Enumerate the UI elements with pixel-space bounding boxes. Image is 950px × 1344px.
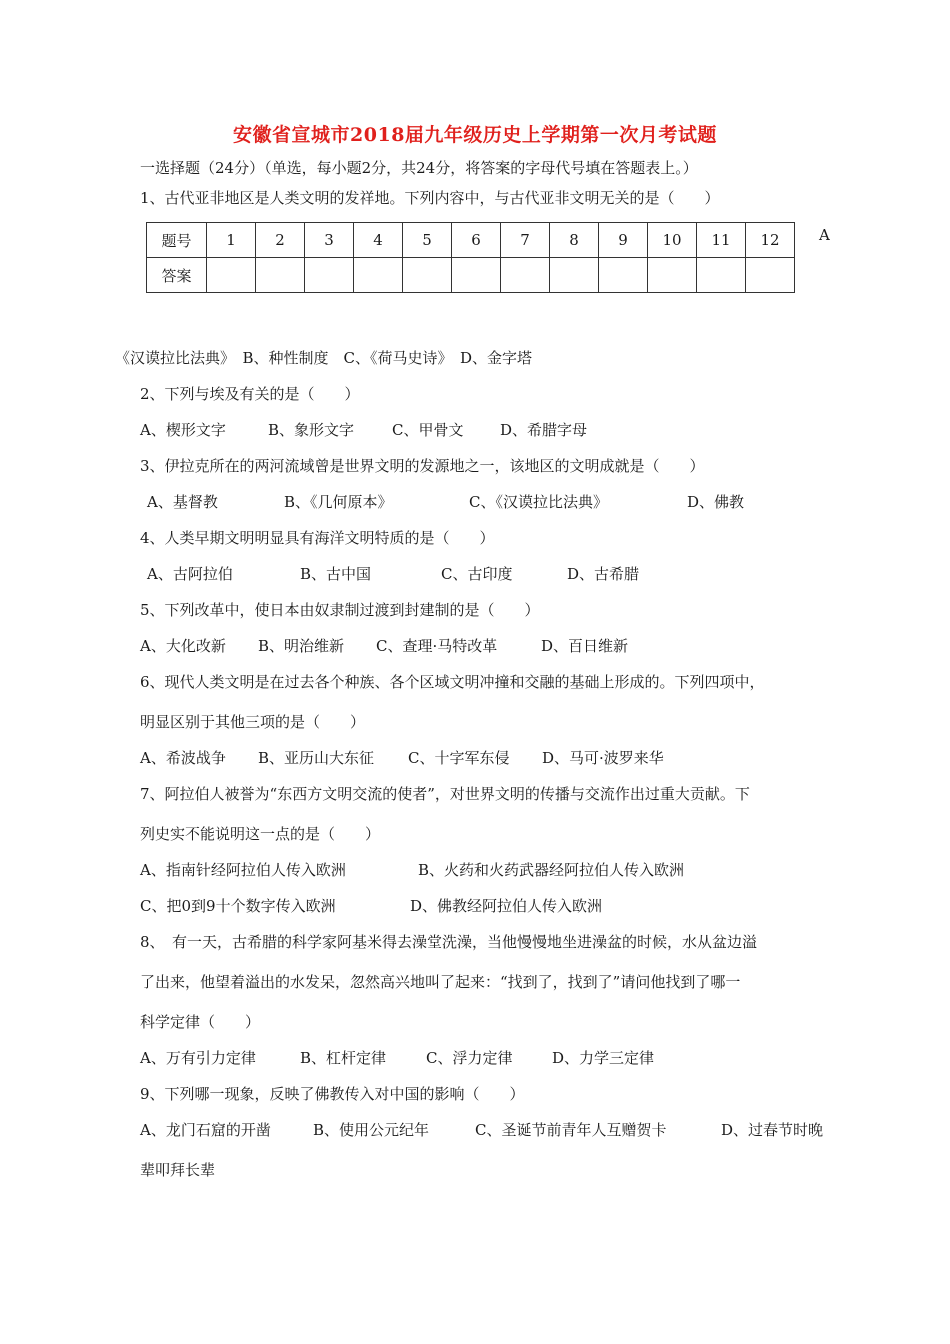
q3-option-a: A、基督教: [147, 493, 218, 511]
q3-option-b: B、《几何原本》: [284, 493, 393, 511]
q5-option-d: D、百日维新: [541, 637, 629, 655]
answer-cell[interactable]: [648, 258, 697, 293]
table-cell-number: 11: [697, 223, 746, 258]
q4-option-d: D、古希腊: [567, 565, 640, 583]
q4-option-b: B、古中国: [300, 565, 372, 583]
q9-options: [140, 1120, 823, 1140]
q8-stem-line1: 8、 有一天，古希腊的科学家阿基米得去澡堂洗澡，当他慢慢地坐进澡盆的时候，水从盆边溢: [140, 933, 758, 951]
table-cell-number: 4: [354, 223, 403, 258]
answer-cell[interactable]: [354, 258, 403, 293]
q9-option-c: C、圣诞节前青年人互赠贺卡: [475, 1121, 667, 1139]
q5-option-b: B、明治维新: [258, 637, 345, 655]
q9-option-b: B、使用公元纪年: [313, 1121, 430, 1139]
table-cell-number: 7: [501, 223, 550, 258]
q2-option-c: C、甲骨文: [392, 421, 464, 439]
table-row: [147, 258, 795, 293]
q9-stem: 9、下列哪一现象，反映了佛教传入对中国的影响（ ）: [140, 1085, 525, 1103]
q8-stem-line3: 科学定律（ ）: [140, 1013, 261, 1031]
q7-option-d: D、佛教经阿拉伯人传入欧洲: [410, 897, 603, 915]
answer-cell[interactable]: [550, 258, 599, 293]
q2-option-a: A、楔形文字: [140, 421, 226, 439]
q8-option-a: A、万有引力定律: [140, 1049, 256, 1067]
answer-cell[interactable]: [697, 258, 746, 293]
section-instructions: 一选择题（24分）（单选，每小题2分，共24分，将答案的字母代号填在答题表上。）: [140, 159, 698, 177]
q7-options-row1: [140, 860, 684, 880]
q8-option-b: B、杠杆定律: [300, 1049, 387, 1067]
q3-options: [147, 492, 744, 512]
answer-cell[interactable]: [305, 258, 354, 293]
q7-option-b: B、火药和火药武器经阿拉伯人传入欧洲: [418, 861, 685, 879]
exam-title: 安徽省宣城市2018届九年级历史上学期第一次月考试题: [233, 124, 717, 146]
q9-option-d-continued: 辈叩拜长辈: [140, 1161, 216, 1179]
table-cell-number: 9: [599, 223, 648, 258]
q8-option-c: C、浮力定律: [426, 1049, 513, 1067]
table-header-number: 题号: [147, 223, 207, 258]
q5-option-c: C、查理·马特改革: [376, 637, 498, 655]
answer-cell[interactable]: [207, 258, 256, 293]
q9-option-d: D、过春节时晚: [721, 1121, 824, 1139]
q5-options: [140, 636, 628, 656]
table-cell-number: 8: [550, 223, 599, 258]
q3-option-d: D、佛教: [687, 493, 745, 511]
table-cell-number: 1: [207, 223, 256, 258]
q4-option-c: C、古印度: [441, 565, 513, 583]
table-cell-number: 6: [452, 223, 501, 258]
q1-stem: 1、古代亚非地区是人类文明的发祥地。下列内容中，与古代亚非文明无关的是（ ）: [140, 189, 720, 207]
table-row: [147, 223, 795, 258]
answer-cell[interactable]: [599, 258, 648, 293]
answer-table: [146, 222, 795, 293]
answer-cell[interactable]: [403, 258, 452, 293]
q7-option-c: C、把0到9十个数字传入欧洲: [140, 897, 336, 915]
table-cell-number: 10: [648, 223, 697, 258]
q2-option-d: D、希腊字母: [500, 421, 588, 439]
q1-options: 《汉谟拉比法典》 B、种性制度 C、《荷马史诗》 D、金字塔: [115, 349, 533, 367]
q6-stem-line1: 6、现代人类文明是在过去各个种族、各个区域文明冲撞和交融的基础上形成的。下列四项中，: [140, 673, 765, 691]
answer-cell[interactable]: [746, 258, 795, 293]
q7-stem-line2: 列史实不能说明这一点的是（ ）: [140, 825, 381, 843]
q1-option-a-letter: A: [819, 226, 830, 244]
q3-option-c: C、《汉谟拉比法典》: [469, 493, 608, 511]
q6-options: [140, 748, 664, 768]
table-cell-number: 5: [403, 223, 452, 258]
answer-cell[interactable]: [501, 258, 550, 293]
table-header-answer: 答案: [147, 258, 207, 293]
q6-option-b: B、亚历山大东征: [258, 749, 375, 767]
q6-option-d: D、马可·波罗来华: [542, 749, 664, 767]
q6-option-c: C、十字军东侵: [408, 749, 510, 767]
answer-cell[interactable]: [452, 258, 501, 293]
q8-stem-line2: 了出来，他望着溢出的水发呆，忽然高兴地叫了起来：“找到了，找到了”请问他找到了哪一: [140, 973, 741, 991]
q9-option-a: A、龙门石窟的开凿: [140, 1121, 271, 1139]
q7-options-row2: [140, 896, 602, 916]
table-cell-number: 12: [746, 223, 795, 258]
q2-stem: 2、下列与埃及有关的是（ ）: [140, 385, 360, 403]
q8-option-d: D、力学三定律: [552, 1049, 655, 1067]
q7-stem-line1: 7、阿拉伯人被誉为“东西方文明交流的使者”，对世界文明的传播与交流作出过重大贡献。下: [140, 785, 750, 803]
q4-stem: 4、人类早期文明明显具有海洋文明特质的是（ ）: [140, 529, 495, 547]
answer-cell[interactable]: [256, 258, 305, 293]
q5-stem: 5、下列改革中，使日本由奴隶制过渡到封建制的是（ ）: [140, 601, 540, 619]
table-cell-number: 2: [256, 223, 305, 258]
q6-stem-line2: 明显区别于其他三项的是（ ）: [140, 713, 366, 731]
q5-option-a: A、大化改新: [140, 637, 226, 655]
q8-options: [140, 1048, 654, 1068]
q4-option-a: A、古阿拉伯: [147, 565, 233, 583]
q2-options: [140, 420, 587, 440]
q6-option-a: A、希波战争: [140, 749, 226, 767]
q4-options: [147, 564, 639, 584]
q3-stem: 3、伊拉克所在的两河流域曾是世界文明的发源地之一，该地区的文明成就是（ ）: [140, 457, 705, 475]
table-cell-number: 3: [305, 223, 354, 258]
q7-option-a: A、指南针经阿拉伯人传入欧洲: [140, 861, 346, 879]
q2-option-b: B、象形文字: [268, 421, 355, 439]
